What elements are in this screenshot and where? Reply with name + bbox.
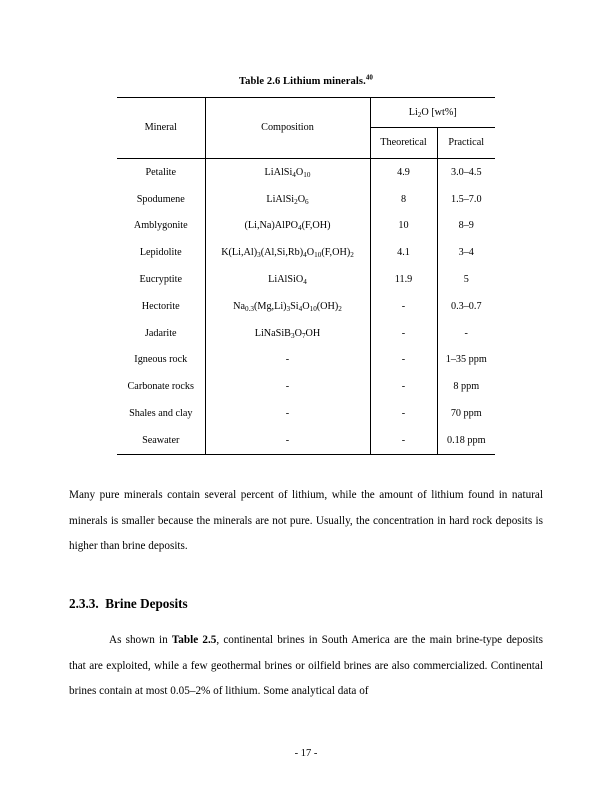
cell-composition: $Na_{0.3}(Mg,Li)_3Si_4O_{10}(OH)_2$ <box>205 293 370 320</box>
cell-mineral: Eucryptite <box>139 273 182 285</box>
cell-practical: 1–35 ppm <box>437 347 495 374</box>
cell-composition: $LiAlSi_4O_{10}$ <box>205 159 370 186</box>
column-header-mineral: Mineral <box>117 98 205 159</box>
table-row <box>117 320 495 347</box>
column-header-composition: Composition <box>205 98 370 159</box>
cell-mineral: Spodumene <box>136 193 185 205</box>
paragraph-rest-text: , continental brines in South America are the main brine-type deposits that are exploited, while a few geothermal brines or oilfield brines are also commercialized. Continental brines contain at most 0.05–2% of lithium. Some analytical data of <box>69 634 543 697</box>
cell-theoretical: - <box>370 347 437 374</box>
paragraph-minerals-purity: Many pure minerals contain several percent of lithium, while the amount of lithium found in natural minerals is smaller because the minerals are not pure. Usually, the concentration in hard rock deposits is higher than brine deposits. <box>69 489 543 552</box>
table-row <box>117 427 495 454</box>
cell-practical: 70 ppm <box>437 400 495 427</box>
column-header-practical: Practical <box>437 128 495 159</box>
cell-theoretical: - <box>370 400 437 427</box>
table-caption-footnote-marker: 40 <box>365 73 374 82</box>
cell-theoretical: 8 <box>370 186 437 213</box>
section-number: 2.3.3. <box>69 596 99 611</box>
cell-mineral: Shales and clay <box>129 407 193 419</box>
table-row <box>117 213 495 240</box>
cell-mineral: Petalite <box>145 166 177 178</box>
cell-mineral: Hectorite <box>141 300 180 312</box>
cell-practical: 3–4 <box>437 239 495 266</box>
paragraph-brine-deposits <box>69 628 543 705</box>
cell-composition: $LiNaSiB_3O_7OH$ <box>205 320 370 347</box>
cell-practical: 0.3–0.7 <box>437 293 495 320</box>
section-heading-brine-deposits <box>69 596 188 612</box>
cell-mineral: Seawater <box>142 434 180 446</box>
cell-theoretical: - <box>370 373 437 400</box>
table-header <box>117 98 495 159</box>
page-number: - 17 - <box>294 748 318 759</box>
table-row <box>117 373 495 400</box>
table-row <box>117 347 495 374</box>
column-header-li2o-group <box>370 98 495 128</box>
cell-composition: LiAlSiO$_4$ <box>205 266 370 293</box>
cell-practical: - <box>437 320 495 347</box>
cell-theoretical: 4.9 <box>370 159 437 186</box>
cell-composition: - <box>205 373 370 400</box>
li2o-pre: Li <box>408 106 418 118</box>
lithium-minerals-table <box>117 97 495 455</box>
table-row <box>117 293 495 320</box>
cell-practical: 3.0–4.5 <box>437 159 495 186</box>
cell-theoretical: 10 <box>370 213 437 240</box>
cell-composition: $K(Li,Al)_3(Al,Si,Rb)_4O_{10}(F,OH)_2$ <box>205 239 370 266</box>
column-header-theoretical: Theoretical <box>370 128 437 159</box>
li2o-post: O [wt%] <box>421 106 457 118</box>
cell-theoretical: - <box>370 320 437 347</box>
paragraph-lead-text: As shown in <box>109 634 172 646</box>
cell-mineral: Amblygonite <box>133 220 188 232</box>
cell-mineral: Lepidolite <box>139 247 182 259</box>
table-row <box>117 159 495 186</box>
cell-practical: 0.18 ppm <box>437 427 495 454</box>
table-caption-text: Table 2.6 Lithium minerals. <box>238 76 366 87</box>
cell-practical: 1.5–7.0 <box>437 186 495 213</box>
table-cross-reference: Table 2.5 <box>171 634 217 646</box>
cell-composition: - <box>205 400 370 427</box>
cell-composition: $LiAlSi_2O_6$ <box>205 186 370 213</box>
cell-theoretical: 4.1 <box>370 239 437 266</box>
section-title: Brine Deposits <box>105 596 188 611</box>
cell-mineral: Igneous rock <box>134 354 188 366</box>
cell-practical: 8–9 <box>437 213 495 240</box>
cell-mineral: Carbonate rocks <box>127 381 194 393</box>
cell-composition: (Li,Na)AlPO$_4$(F,OH) <box>205 213 370 240</box>
table-row <box>117 186 495 213</box>
cell-composition: - <box>205 347 370 374</box>
table-row <box>117 266 495 293</box>
cell-composition: - <box>205 427 370 454</box>
li2o-subscript: 2 <box>417 110 422 119</box>
cell-theoretical: - <box>370 293 437 320</box>
cell-practical: 8 ppm <box>437 373 495 400</box>
cell-mineral: Jadarite <box>144 327 177 339</box>
cell-theoretical: 11.9 <box>370 266 437 293</box>
cell-practical: 5 <box>437 266 495 293</box>
cell-theoretical: - <box>370 427 437 454</box>
table-caption <box>0 73 612 87</box>
table-body <box>117 159 495 455</box>
table-row <box>117 400 495 427</box>
table-row <box>117 239 495 266</box>
